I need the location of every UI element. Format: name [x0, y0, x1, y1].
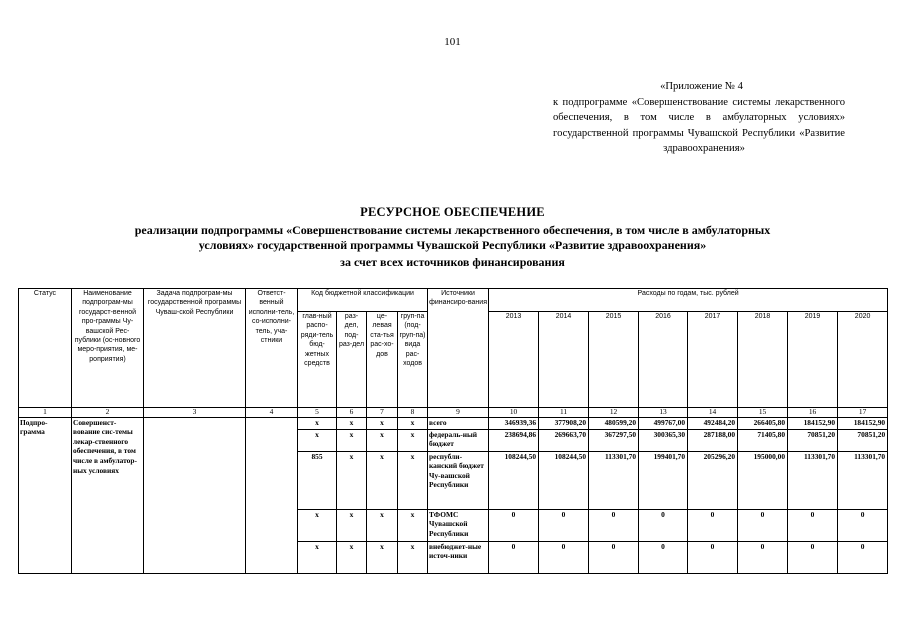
code-target-cell: x [367, 541, 398, 573]
value-cell: 70851,20 [788, 429, 838, 451]
appendix-block [553, 79, 845, 157]
code-group-cell: x [398, 509, 428, 541]
value-cell: 0 [838, 509, 888, 541]
value-cell: 0 [688, 541, 738, 573]
value-cell: 367297,50 [589, 429, 639, 451]
source-cell: всего [428, 417, 489, 429]
value-cell: 499767,00 [639, 417, 688, 429]
code-main-cell: x [298, 541, 337, 573]
status-cell: Подпро-грамма [19, 417, 72, 573]
code-main-cell: 855 [298, 451, 337, 509]
value-cell: 0 [639, 509, 688, 541]
value-cell: 113301,70 [838, 451, 888, 509]
value-cell: 113301,70 [589, 451, 639, 509]
appendix-title: «Приложение № 4 [660, 81, 743, 92]
value-cell: 269663,70 [539, 429, 589, 451]
value-cell: 0 [589, 509, 639, 541]
header-year: 2019 [788, 312, 838, 408]
code-section-cell: x [337, 429, 367, 451]
code-section-cell: x [337, 541, 367, 573]
code-group-cell: x [398, 541, 428, 573]
code-target-cell: x [367, 509, 398, 541]
code-target-cell: x [367, 429, 398, 451]
table-row [19, 417, 888, 429]
header-year: 2018 [738, 312, 788, 408]
document-title: РЕСУРСНОЕ ОБЕСПЕЧЕНИЕ [360, 205, 545, 219]
value-cell: 0 [489, 509, 539, 541]
value-cell: 0 [688, 509, 738, 541]
column-number: 15 [738, 408, 788, 418]
header-code-section: раз-дел, под-раз-дел [337, 312, 367, 408]
page-number: 101 [444, 36, 461, 48]
code-main-cell: x [298, 417, 337, 429]
value-cell: 0 [539, 541, 589, 573]
header-budget-code: Код бюджетной классификации [298, 289, 428, 312]
column-number: 3 [144, 408, 246, 418]
code-target-cell: x [367, 451, 398, 509]
value-cell: 205296,20 [688, 451, 738, 509]
column-number: 10 [489, 408, 539, 418]
header-expenses: Расходы по годам, тыс. рублей [489, 289, 888, 312]
source-cell: внебюджет-ные источ-ники [428, 541, 489, 573]
value-cell: 113301,70 [788, 451, 838, 509]
code-section-cell: x [337, 451, 367, 509]
value-cell: 377908,20 [539, 417, 589, 429]
value-cell: 70851,20 [838, 429, 888, 451]
value-cell: 108244,50 [539, 451, 589, 509]
column-number: 2 [72, 408, 144, 418]
header-year: 2014 [539, 312, 589, 408]
value-cell: 346939,36 [489, 417, 539, 429]
document-subtitle-line-3: за счет всех источников финансирования [340, 255, 565, 269]
column-number: 6 [337, 408, 367, 418]
column-number-row [19, 408, 888, 418]
header-sources: Источники финансиро-вания [428, 289, 489, 408]
task-cell [144, 417, 246, 573]
value-cell: 287188,00 [688, 429, 738, 451]
appendix-text: к подпрограмме «Совершенствование системы лекарственного обеспечения, в том числе в амбулаторных условиях» государственной программы Чувашской Республики «Развитие [553, 96, 845, 139]
value-cell: 0 [738, 541, 788, 573]
header-year: 2016 [639, 312, 688, 408]
value-cell: 0 [539, 509, 589, 541]
column-number: 9 [428, 408, 489, 418]
column-number: 13 [639, 408, 688, 418]
column-number: 16 [788, 408, 838, 418]
resource-table [18, 288, 888, 574]
code-section-cell: x [337, 509, 367, 541]
column-number: 8 [398, 408, 428, 418]
code-group-cell: x [398, 429, 428, 451]
code-main-cell: x [298, 429, 337, 451]
value-cell: 0 [788, 509, 838, 541]
value-cell: 0 [738, 509, 788, 541]
value-cell: 300365,30 [639, 429, 688, 451]
value-cell: 108244,50 [489, 451, 539, 509]
value-cell: 184152,90 [788, 417, 838, 429]
header-status: Статус [19, 289, 72, 408]
value-cell: 492484,20 [688, 417, 738, 429]
code-group-cell: x [398, 451, 428, 509]
code-group-cell: x [398, 417, 428, 429]
header-code-main: глав-ный распо-ряди-тель бюд-жетных средств [298, 312, 337, 408]
source-cell: республи-канский бюджет Чу-вашской Республики [428, 451, 489, 509]
column-number: 17 [838, 408, 888, 418]
column-number: 7 [367, 408, 398, 418]
code-main-cell: x [298, 509, 337, 541]
value-cell: 0 [639, 541, 688, 573]
header-name: Наименование подпрограм-мы государст-венной про-граммы Чу-вашской Рес-публики (ос-новного меро-приятия, ме-роприятия) [72, 289, 144, 408]
code-target-cell: x [367, 417, 398, 429]
value-cell: 199401,70 [639, 451, 688, 509]
value-cell: 238694,86 [489, 429, 539, 451]
header-year: 2015 [589, 312, 639, 408]
appendix-text-end: здравоохранения» [663, 143, 745, 154]
source-cell: федераль-ный бюджет [428, 429, 489, 451]
value-cell: 195000,00 [738, 451, 788, 509]
column-number: 12 [589, 408, 639, 418]
header-year: 2020 [838, 312, 888, 408]
value-cell: 184152,90 [838, 417, 888, 429]
code-section-cell: x [337, 417, 367, 429]
header-year: 2013 [489, 312, 539, 408]
column-number: 5 [298, 408, 337, 418]
column-number: 1 [19, 408, 72, 418]
column-number: 4 [246, 408, 298, 418]
value-cell: 71405,80 [738, 429, 788, 451]
header-code-target: це-левая ста-тья рас-хо-дов [367, 312, 398, 408]
value-cell: 0 [788, 541, 838, 573]
document-subtitle-line-2: условиях» государственной программы Чувашской Республики «Развитие здравоохранения» [198, 238, 707, 252]
header-task: Задача подпрограм-мы государственной программы Чуваш-ской Республики [144, 289, 246, 408]
subprogram-name-cell: Совершенст-вование сис-темы лекар-ственного обеспечения, в том числе в амбулатор-ных условиях [72, 417, 144, 573]
responsible-cell [246, 417, 298, 573]
source-cell: ТФОМС Чувашской Республики [428, 509, 489, 541]
document-subtitle-line-1: реализации подпрограммы «Совершенствование системы лекарственного обеспечения, в том числе в амбулаторных [134, 223, 771, 237]
header-code-group: груп-па (под-груп-па) вида рас-ходов [398, 312, 428, 408]
header-responsible: Ответст-венный исполни-тель, со-исполни-тель, уча-стники [246, 289, 298, 408]
column-number: 11 [539, 408, 589, 418]
value-cell: 0 [489, 541, 539, 573]
value-cell: 266405,80 [738, 417, 788, 429]
value-cell: 480599,20 [589, 417, 639, 429]
header-year: 2017 [688, 312, 738, 408]
value-cell: 0 [589, 541, 639, 573]
value-cell: 0 [838, 541, 888, 573]
column-number: 14 [688, 408, 738, 418]
